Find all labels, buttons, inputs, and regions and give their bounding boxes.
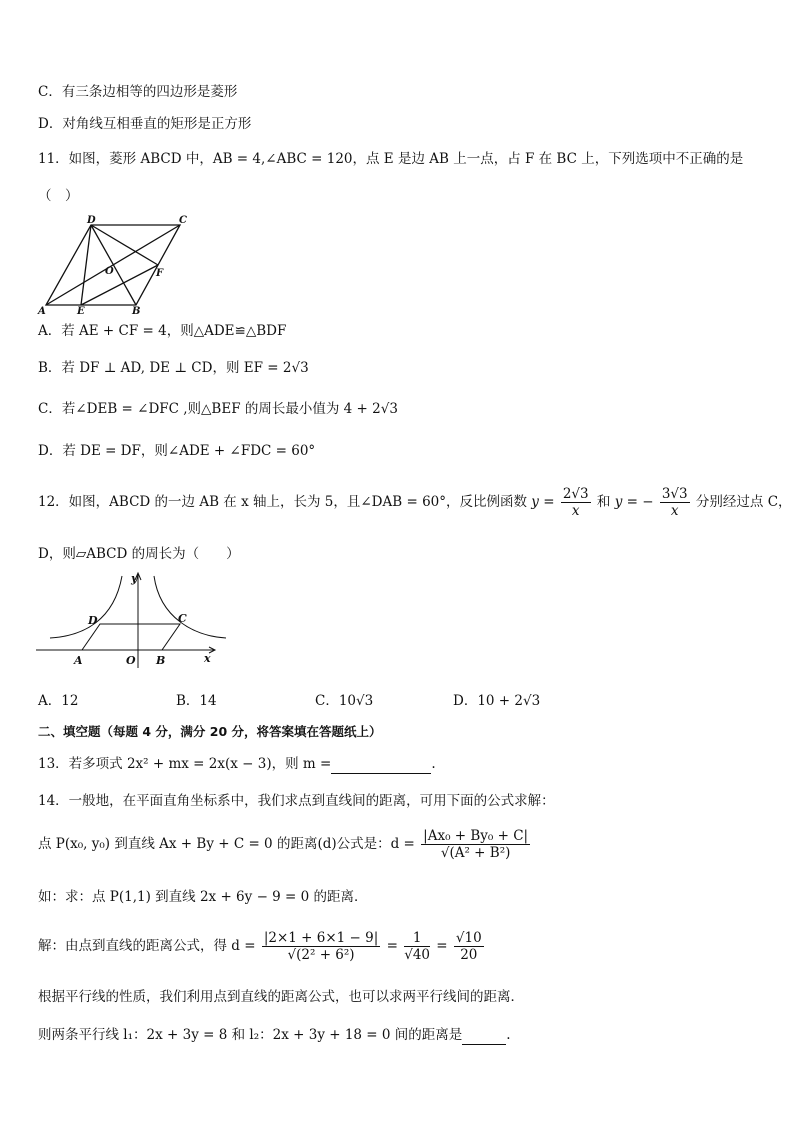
q12-f2-num: 3√3 [661,486,688,502]
label-f: F [156,268,164,279]
q11-option-d: D．若 DE = DF，则∠ADE + ∠FDC = 60° [38,443,316,459]
curve-left [50,576,122,638]
label-o: O [105,266,114,277]
q12-stem-3: D，则 [38,546,76,562]
q12-stem-1: 12．如图，ABCD 的一边 AB 在 x 轴上，长为 5，且∠DAB = 60°，反比例函数 [38,494,527,510]
q11-option-a: A．若 AE + CF = 4，则△ADE≌△BDF [38,323,287,339]
q14-example: 如：求：点 P(1,1) 到直线 2x + 6y − 9 = 0 的距离． [38,889,368,905]
q14-last-text: 则两条平行线 l₁：2x + 3y = 8 和 l₂：2x + 3y + 18 = 0 间的距离是 [38,1027,463,1043]
q12-option-a: A．12 [38,693,79,709]
diagonal-bd [91,225,136,305]
q12-f2-lhs: y = − [614,494,654,510]
q14-formula-den: √(A² + B²) [440,845,511,861]
q12-f1-den: x [571,503,580,519]
q14-formula-frac [421,828,530,861]
q12-stem-4: ABCD 的周长为（ ） [86,546,240,562]
q10-option-c: C．有三条边相等的四边形是菱形 [38,84,238,100]
label-a: A [38,306,46,316]
label-y: y [131,572,138,585]
q12-option-d: D．10 + 2√3 [453,693,541,709]
q14-sol-eq2: = [436,938,448,954]
q11-option-b: B．若 DF ⊥ AD, DE ⊥ CD，则 EF = 2√3 [38,360,309,376]
q14-last-line [38,1026,511,1045]
q14-intro: 14．一般地，在平面直角坐标系中，我们求点到直线间的距离，可用下面的公式求解： [38,793,555,809]
q11-paren: （ ） [38,188,79,204]
q14-formula-lead: 点 P(x₀, y₀) 到直线 Ax + By + C = 0 的距离(d)公式是：d = [38,836,415,852]
q12-option-b: B．14 [176,693,217,709]
q10-option-d: D．对角线互相垂直的矩形是正方形 [38,116,252,132]
q13-answer-blank [331,755,431,774]
q12-f1-num: 2√3 [562,486,589,502]
q14-formula-line [38,824,532,864]
label-a: A [74,654,83,667]
q14-sol-num3: √10 [455,930,482,946]
label-c: C [179,215,187,226]
q12-and: 和 [596,494,611,510]
q14-sol-eq1: = [386,938,398,954]
q12-stem-line2 [38,545,240,563]
label-b: B [156,654,166,667]
label-d: D [88,614,98,627]
section-2-title: 二、填空题（每题 4 分，满分 20 分，将答案填在答题纸上） [38,724,382,739]
q14-sol-den: √(2² + 6²) [287,947,355,963]
q13-text: 13．若多项式 2x² + mx = 2x(x − 3)，则 m = [38,756,332,772]
q14-sol-den2: √40 [404,947,430,963]
q14-sol-num: |2×1 + 6×1 − 9| [263,930,379,946]
label-c: C [178,612,187,625]
q12-f2-den: x [670,503,679,519]
curve-right [154,576,226,638]
label-o: O [126,654,136,667]
q14-sol-frac1 [262,930,380,963]
q14-sol-lead: 解：由点到直线的距离公式，得 d = [38,938,256,954]
label-d: D [87,215,96,226]
q14-sol-frac3 [454,930,484,963]
q14-formula-num: |Ax₀ + By₀ + C| [423,828,529,844]
q12-option-c: C．10√3 [315,693,374,709]
parallelogram-abcd [82,624,180,650]
q11-option-c: C．若∠DEB = ∠DFC ,则△BEF 的周长最小值为 4 + 2√3 [38,401,398,417]
q13-line [38,755,436,774]
q12-stem-2: 分别经过点 C， [695,494,792,510]
q14-last-end: . [506,1027,511,1043]
q12-f2-frac [660,486,690,519]
q14-sol-den3: 20 [460,947,478,963]
label-x: x [204,652,211,665]
segment-df [91,225,158,265]
q14-answer-blank [462,1026,506,1045]
q11-stem: 11．如图，菱形 ABCD 中，AB = 4,∠ABC = 120，点 E 是边 AB 上一点，占 F 在 BC 上，下列选项中不正确的是 [38,151,744,167]
q12-f1-frac [561,486,591,519]
q12-stem-line1 [38,484,792,520]
q14-parallel-note: 根据平行线的性质，我们利用点到直线的距离公式，也可以求两平行线间的距离． [38,989,524,1005]
q14-sol-num2: 1 [404,930,430,947]
segment-de [81,225,91,305]
label-e: E [77,306,85,316]
q12-f1-lhs: y = [531,494,555,510]
q13-end: . [431,756,436,772]
q14-sol-frac2 [404,930,430,963]
q11-rhombus-figure [34,212,194,316]
q12-parallelogram-symbol: ▱ [75,546,87,562]
q12-graph-figure [34,568,230,672]
label-b: B [132,306,141,316]
q14-solution-line [38,926,486,966]
